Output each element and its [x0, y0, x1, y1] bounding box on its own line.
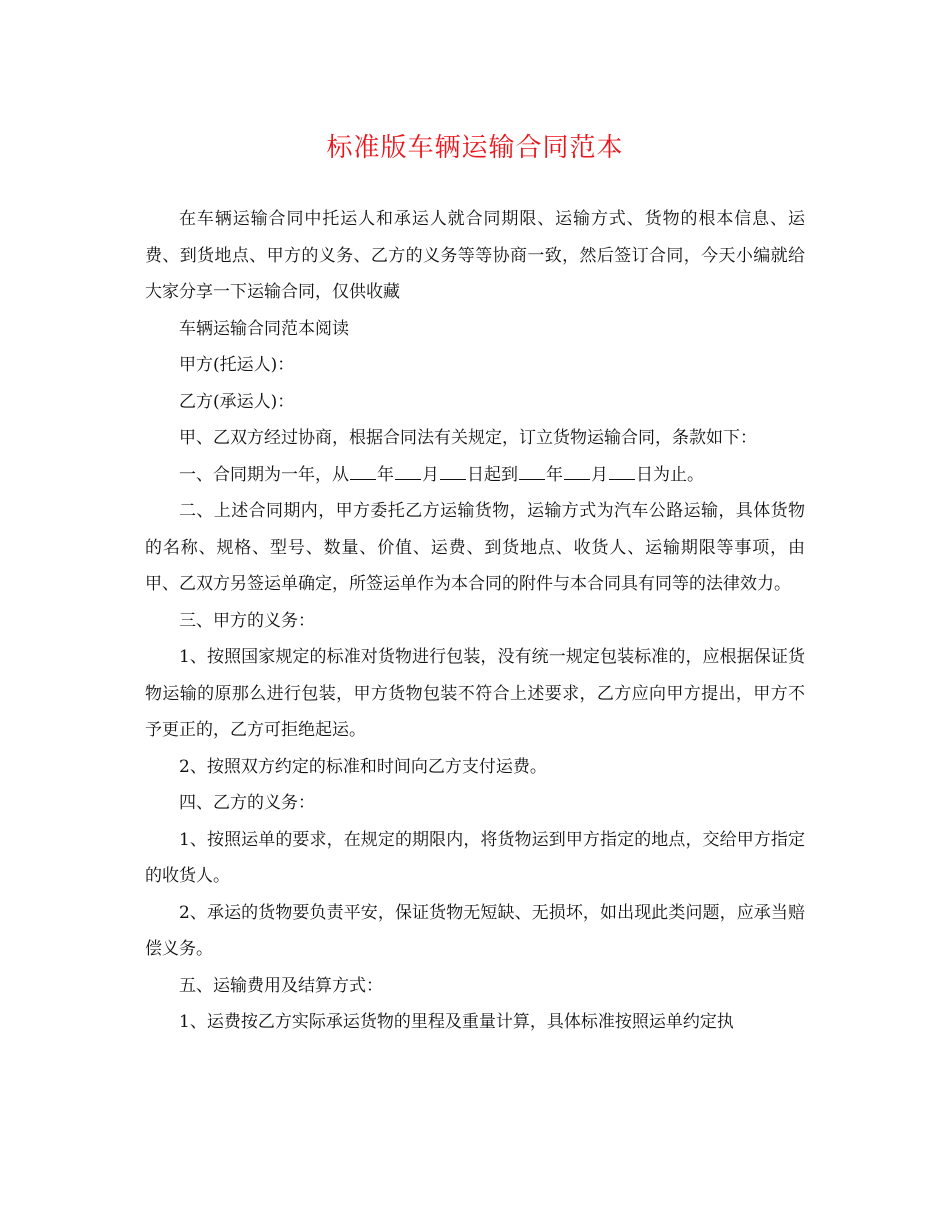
blank-field: [609, 465, 635, 480]
section-5-heading: 五、运输费用及结算方式：: [179, 975, 383, 996]
section-3-heading: 三、甲方的义务：: [179, 610, 315, 631]
document-title: 标准版车辆运输合同范本: [326, 133, 624, 163]
subtitle-line: 车辆运输合同范本阅读: [179, 318, 349, 339]
clause-1-text-year: 年: [377, 464, 394, 485]
clause-1-text-end: 日为止。: [636, 464, 704, 485]
section-4-item-2: 2、承运的货物要负责平安，保证货物无短缺、无损坏，如出现此类问题，应承当赔偿义务。: [145, 902, 805, 959]
document-body: [145, 201, 805, 1041]
clause-1-text-day-to: 日起到: [467, 464, 518, 485]
clause-1-text-month: 月: [422, 464, 439, 485]
blank-field: [519, 465, 545, 480]
section-5-item-1: 1、运费按乙方实际承运货物的里程及重量计算，具体标准按照运单约定执: [179, 1012, 734, 1032]
section-3-item-2: 2、按照双方约定的标准和时间向乙方支付运费。: [179, 756, 547, 777]
preamble-paragraph: 甲、乙双方经过协商，根据合同法有关规定，订立货物运输合同，条款如下：: [179, 428, 757, 448]
section-4-heading: 四、乙方的义务：: [179, 793, 315, 813]
clause-1-paragraph: [145, 457, 805, 494]
section-4-item-1: 1、按照运单的要求，在规定的期限内，将货物运到甲方指定的地点，交给甲方指定的收货人。: [145, 829, 805, 886]
party-b-line: 乙方(承运人)：: [179, 391, 295, 412]
blank-field: [395, 465, 421, 480]
clause-1-text-start: 一、合同期为一年，从: [179, 464, 349, 485]
blank-field: [564, 465, 590, 480]
party-a-line: 甲方(托运人)：: [179, 355, 295, 375]
section-3-item-1: 1、按照国家规定的标准对货物进行包装，没有统一规定包装标准的，应根据保证货物运输的原那么进行包装，甲方货物包装不符合上述要求，乙方应向甲方提出，甲方不予更正的，乙方可拒绝起运。: [145, 647, 805, 740]
intro-paragraph: 在车辆运输合同中托运人和承运人就合同期限、运输方式、货物的根本信息、运费、到货地点、甲方的义务、乙方的义务等等协商一致，然后签订合同，今天小编就给大家分享一下运输合同，仅供收藏: [145, 209, 805, 302]
blank-field: [350, 465, 376, 480]
clause-1-text-month-end: 月: [591, 464, 608, 485]
blank-field: [440, 465, 466, 480]
clause-2-paragraph: 二、上述合同期内，甲方委托乙方运输货物，运输方式为汽车公路运输，具体货物的名称、规格、型号、数量、价值、运费、到货地点、收货人、运输期限等事项，由甲、乙双方另签运单确定，所签运单作为本合同的附件与本合同具有同等的法律效力。: [145, 501, 805, 594]
clause-1-text-year-end: 年: [546, 464, 563, 485]
